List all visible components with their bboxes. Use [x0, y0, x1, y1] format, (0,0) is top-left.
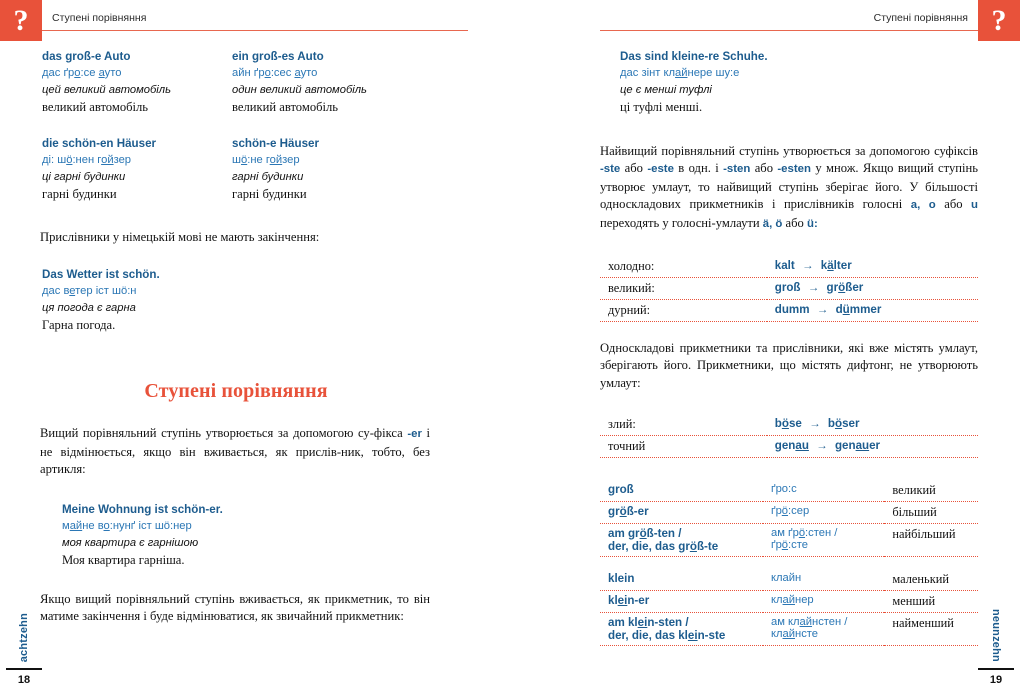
cell-ukrainian: дурний:: [600, 300, 767, 322]
cell-ukrainian: найменший: [884, 613, 978, 646]
table-no-umlaut: [600, 414, 978, 458]
german-phrase: die schön-en Häuser: [42, 137, 157, 150]
example-block-das-sind-kleinere-schuhe: [620, 48, 998, 116]
ukrainian-translation: великий автомобіль: [232, 100, 339, 114]
example-block-das-grosse-auto: [42, 48, 232, 116]
german-phrase: das groß-e Auto: [42, 50, 131, 63]
cell-german-pair: kalt → kälter: [767, 256, 978, 278]
transcription: майне во:нунґ іст шö:нер: [62, 519, 192, 532]
cell-transcription: ґро:с: [763, 480, 884, 502]
literal-translation: моя квартира є гарнішою: [62, 536, 199, 549]
example-block-die-schoenen-haeuser: [42, 135, 232, 203]
cell-transcription: ґрö:сер: [763, 502, 884, 524]
cell-german: groß: [600, 480, 763, 502]
right-content-column: [600, 44, 978, 646]
question-mark-badge-left: ?: [0, 0, 42, 41]
ukrainian-translation: гарні будинки: [42, 187, 117, 201]
para-text-p5: у множ. Якщо вищий ступінь утворює умлаут, то найвищий ступінь зберігає його. У більшості односкладових прикметників і прислівників голосні: [600, 161, 979, 212]
german-phrase: Das Wetter ist schön.: [42, 268, 160, 282]
para-text-p7: переходять у голосні-умлаути: [600, 215, 763, 230]
folio-rule-left: [6, 668, 42, 670]
literal-translation: цей великий автомобіль: [42, 84, 171, 96]
transcription: айн ґро:сес ауто: [232, 67, 318, 79]
para-text-p1: Найвищий порівняльний ступінь утворюється за допомогою суфіксів: [600, 144, 978, 158]
table-row: [600, 414, 978, 436]
german-phrase: Das sind kleine-re Schuhe.: [620, 50, 768, 63]
section-title-comparison-degrees: Ступені порівняння: [144, 380, 328, 403]
para-text-p4: або: [750, 161, 778, 176]
table-row: [600, 480, 978, 502]
example-pair-auto: [42, 48, 430, 116]
cell-ukrainian: холодно:: [600, 256, 767, 278]
ukrainian-translation: ці туфлі менші.: [620, 100, 703, 114]
left-content-column: [42, 44, 430, 625]
cell-ukrainian: найбільший: [884, 524, 978, 557]
literal-translation: це є менші туфлі: [620, 84, 712, 96]
header-rule-left: [42, 30, 468, 31]
running-head-right: Ступені порівняння: [873, 12, 968, 24]
table-row: [600, 524, 978, 557]
cell-transcription: ам клайнстен / клайнсте: [763, 613, 884, 646]
para-text-part2: і не відмінюється, якщо він вживається, як прислів-ник, тобто, без артикля:: [40, 426, 430, 477]
transcription: дас ветер іст шö:н: [42, 285, 137, 298]
transcription: шö:не гойзер: [232, 154, 300, 166]
cell-german-pair: dumm → dümmer: [767, 300, 978, 322]
cell-ukrainian: більший: [884, 502, 978, 524]
highlight-suffix-ste: -ste: [600, 163, 621, 176]
highlight-suffix-esten: -esten: [777, 163, 811, 176]
highlight-suffix-este: -este: [647, 163, 674, 176]
folio-rule-right: [978, 668, 1014, 670]
folio-word-left: achtzehn: [18, 613, 30, 663]
table-row: [600, 278, 978, 300]
ukrainian-translation: Гарна погода.: [42, 318, 116, 333]
arrow-icon: →: [807, 281, 820, 295]
table-row: [600, 502, 978, 524]
para-text-p2: або: [620, 161, 648, 176]
table-gross-degrees: [600, 480, 978, 557]
cell-ukrainian: точний: [600, 436, 767, 458]
table-umlaut-comparatives: [600, 256, 978, 322]
ukrainian-translation: великий автомобіль: [42, 100, 149, 114]
transcription: дас зінт клайнере шу:е: [620, 67, 740, 79]
cell-german-pair: groß → größer: [767, 278, 978, 300]
question-mark-badge-right: ?: [978, 0, 1020, 41]
highlight-suffix-sten: -sten: [723, 163, 751, 176]
table-row: [600, 256, 978, 278]
example-block-ein-grosses-auto: [232, 48, 422, 116]
cell-transcription: ам ґрö:стен / ґрö:сте: [763, 524, 884, 557]
cell-transcription: клайнер: [763, 591, 884, 613]
table-row: [600, 591, 978, 613]
header-rule-right: [600, 30, 978, 31]
cell-ukrainian: великий:: [600, 278, 767, 300]
table-row: [600, 569, 978, 591]
arrow-icon: →: [809, 417, 821, 431]
table-klein-degrees: [600, 569, 978, 646]
para-text-p8: або: [782, 215, 807, 230]
paragraph-comparative: [40, 425, 430, 478]
literal-translation: ці гарні будинки: [42, 171, 126, 183]
arrow-icon: →: [816, 439, 828, 453]
para-text-part1: Вищий порівняльний ступінь утворюється за допомогою су-фікса: [40, 426, 408, 441]
german-phrase: Meine Wohnung ist schön-er.: [62, 502, 223, 516]
arrow-icon: →: [816, 303, 829, 317]
ukrainian-translation: Моя квартира гарніша.: [62, 552, 185, 567]
highlight-umlaut-ue: ü:: [806, 217, 818, 230]
cell-german: klein: [600, 569, 763, 591]
example-block-schoene-haeuser: [232, 135, 422, 203]
ukrainian-translation: гарні будинки: [232, 187, 307, 201]
table-row: [600, 436, 978, 458]
german-phrase: ein groß-es Auto: [232, 50, 324, 63]
example-pair-haeuser: [42, 135, 430, 203]
example-block-das-wetter: [42, 266, 430, 334]
note-adverbs: Прислівники у німецькій мові не мають закінчення:: [40, 230, 320, 244]
transcription: ді: шö:нен гойзер: [42, 154, 132, 166]
cell-german: größ-er: [600, 502, 763, 524]
folio-word-right: neunzehn: [990, 609, 1002, 663]
table-row: [600, 613, 978, 646]
highlight-umlaut-ae-oe: ä, ö: [762, 217, 783, 230]
cell-german-pair: böse → böser: [767, 414, 978, 436]
cell-german-pair: genau → genauer: [767, 436, 978, 458]
page-number-left: 18: [17, 674, 31, 686]
paragraph-no-umlaut: Односкладові прикметники та прислівники, які вже містять умлаут, зберігають його. Прикметники, що містять дифтонг, не утворюють умлаут:: [600, 341, 978, 390]
literal-translation: ця погода є гарна: [42, 302, 136, 315]
highlight-vowels-a-o: a, o: [910, 199, 936, 212]
cell-ukrainian: маленький: [884, 569, 978, 591]
running-head-left: Ступені порівняння: [52, 12, 147, 24]
cell-ukrainian: злий:: [600, 414, 767, 436]
cell-ukrainian: великий: [884, 480, 978, 502]
right-page: [510, 0, 1020, 696]
transcription: дас ґро:се ауто: [42, 67, 122, 79]
paragraph-superlative: [600, 143, 978, 233]
cell-german: am klein-sten / der, die, das klein-ste: [600, 613, 763, 646]
cell-transcription: клайн: [763, 569, 884, 591]
arrow-icon: →: [801, 259, 814, 273]
literal-translation: гарні будинки: [232, 171, 304, 183]
german-phrase: schön-e Häuser: [232, 137, 319, 150]
page-number-right: 19: [989, 674, 1003, 686]
cell-ukrainian: менший: [884, 591, 978, 613]
paragraph-adjective: Якщо вищий порівняльний ступінь вживається, як прикметник, то він матиме закінчення і буде відмінюватися, як звичайний прикметник:: [40, 591, 430, 624]
para-text-p3: в одн. і: [673, 161, 724, 176]
folio-left: [6, 613, 42, 686]
folio-right: [978, 609, 1014, 686]
literal-translation: один великий автомобіль: [232, 84, 367, 96]
cell-german: klein-er: [600, 591, 763, 613]
table-row: [600, 300, 978, 322]
para-text-p6: або: [935, 197, 972, 212]
highlight-vowel-u: u: [971, 199, 978, 212]
cell-german: am größ-ten / der, die, das größ-te: [600, 524, 763, 557]
example-block-meine-wohnung: [62, 501, 450, 569]
highlight-suffix-er: -er: [407, 428, 422, 441]
